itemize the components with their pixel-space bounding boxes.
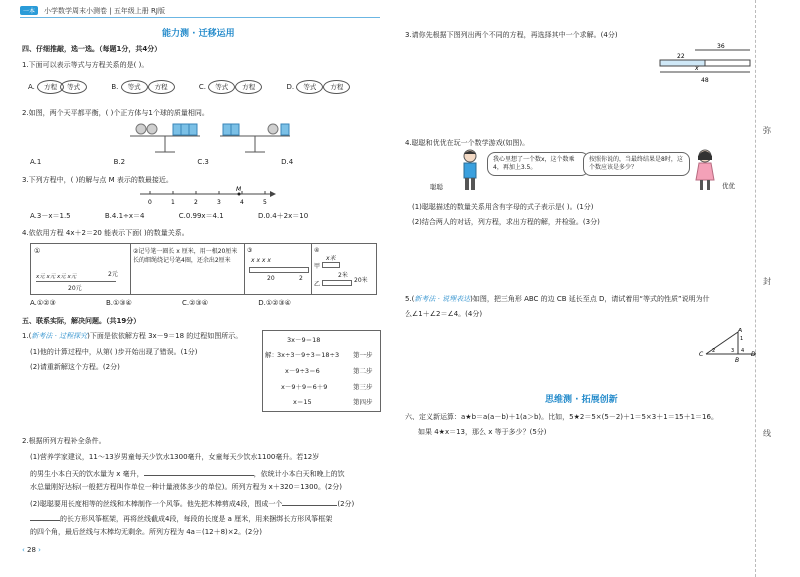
cell3-20: 20 [267,275,275,282]
step-0: 3x－9＝18 [287,336,321,344]
cell4-bar2 [322,280,352,286]
step-4-label: 第四步 [353,398,373,406]
steps-box [262,330,381,412]
m-label: M [236,186,242,193]
oval-a2: 等式 [60,80,87,94]
q4-cell-2: ②记号笔一圈长 x 厘米，用一根20厘米长的细绳绕记号笔4圈，还余出2厘米 [133,248,238,264]
cell4-bar1 [322,262,340,268]
q4-opt-c[interactable]: C.②③④ [182,299,208,307]
q2-p2c: 的四个角，最后丝线与木棒均无剩余。所列方程为 4a＝(12＋8)×2。(2分) [30,528,263,536]
pt-a: A [738,328,743,334]
step-2: x－9÷3＝6 [285,367,320,375]
pt-d: D [751,351,756,358]
q2-p2b: 的长方形风筝框架，再将丝线截成4段，每段的长度是 a 厘米，用来捆绑长方形风筝框架 [30,512,332,524]
cell1-x: x元 x元 x元 x元 [36,274,77,280]
q2-opt-c[interactable]: C.3 [197,158,209,166]
cell4-jia: 甲 [314,263,321,270]
sec5-q4-a: (1)聪聪描述的数量关系用含有字母的式子表示是( )。(1分) [412,203,594,211]
speech-bubble-2: 按照你说的，当最终结果是8时，这个数应该是多少？ [583,152,690,176]
ang-1: 1 [740,336,744,342]
sec5-q5-text-a: 如图，把三角形 ABC 的边 CB 延长至点 D，请试着用“等式的性质”说明为什 [472,295,710,303]
q3-opt-d[interactable]: D.0.4＋2x＝10 [257,212,309,220]
cell3-2: 2 [299,275,303,282]
sec6-line2: 如果 4★x＝13，那么 x 等于多少？(5分) [418,428,547,436]
balance-illustration [125,118,295,158]
q4-divider-2 [244,244,245,294]
sec5-q1-tag: 新考法 · 过程探究 [31,332,88,340]
ang-2: 2 [712,348,716,354]
brand-tag: 一本 [20,6,38,15]
boy-name: 聪聪 [430,183,443,191]
cell4-20: 20米 [354,277,368,284]
pt-b: B [735,357,740,364]
q2-opt-b[interactable]: B.2 [113,158,126,166]
rail-char-1: 弥 [763,126,771,135]
oval-d2: 方程 [323,80,350,94]
pt-c: C [699,351,704,358]
sec4-q3: 3.下列方程中，( )的解与点 M 表示的数最接近。 [22,176,173,184]
sec4-q1: 1.下面可以表示等式与方程关系的是( )。 [22,61,149,69]
q4-divider-3 [311,244,312,294]
triangle-figure [698,328,758,364]
header-title-text: 小学数学周末小测卷 [44,7,107,15]
q2-blank-3[interactable] [30,512,60,521]
cell4-2: 2米 [338,272,348,279]
girl-figure [690,148,720,193]
q1-opt-d[interactable]: D. 等式 方程 [286,83,350,91]
q2-blank-1[interactable] [144,467,254,476]
sec4-q4: 4.依依用方程 4x＋2＝20 能表示下面( )的数量关系。 [22,229,189,237]
sec5-title: 五、联系实际，解决问题。（共19分） [22,317,141,325]
step-1: 3x÷3－9÷3＝18÷3 [277,351,340,359]
q4-opt-b[interactable]: B.①③④ [105,299,132,307]
ang-4: 4 [741,348,745,354]
cell3-xs: x x x x [251,257,271,264]
tick-3: 3 [217,199,221,206]
tick-1: 1 [171,199,175,206]
sec5-q5-b: 么∠1＋∠2＝∠4。(4分) [405,310,483,318]
segment-diagram [655,40,755,88]
q1-opt-c[interactable]: C. 等式 方程 [199,83,262,91]
sec4-q2-options [30,157,293,167]
q4-opt-a[interactable]: A.①②③ [30,299,56,307]
cell4-x: x米 [326,255,336,262]
q2-blank-2[interactable] [282,497,337,506]
oval-b2: 方程 [148,80,175,94]
cell1-bracket [36,281,116,282]
step-3-label: 第三步 [353,383,373,391]
q2-p2a: (2)聪聪要用长度相等的丝线和木棒制作一个风筝。他先把木棒剪成4段，围成一个 (2分) [30,497,354,509]
step-3: x－9＋9＝6＋9 [281,383,328,391]
cell1-mark: ① [34,247,41,255]
header-title: 小学数学周末小测卷 | 五年级上册 RJ版 [44,7,165,15]
q4-figure-box [30,243,377,295]
q1-opt-b[interactable]: B. 等式 方程 [111,83,174,91]
seg-36: 36 [717,43,725,50]
header-grade: 五年级上册 RJ版 [113,7,165,15]
cell4-yi: 乙 [314,281,321,288]
sec5-q3: 3.请你先根据下图列出两个不同的方程，再选择其中一个求解。(4分) [405,31,618,39]
sec5-q4-b: (2)结合两人的对话，列方程，求出方程的解，并检验。(3分) [412,218,600,226]
cell1-price: 20元 [68,285,82,292]
oval-b1: 等式 [121,80,148,94]
oval-c1: 等式 [208,80,235,94]
q1-opt-a[interactable]: A. 方程 等式 [28,83,87,91]
q4-cell-3 [247,247,309,291]
girl-name: 优优 [722,182,735,190]
sec5-q4: 4.聪聪和优优在玩一个数学游戏(如图)。 [405,139,530,147]
boy-figure [455,148,485,193]
tick-2: 2 [194,199,198,206]
q2-p1a: (1)营养学家建议，11～13岁男童每天少饮水1300毫升，女童每天少饮水1100毫升。若12岁 [30,453,320,461]
sec4-q4-options [30,298,291,308]
q4-opt-d[interactable]: D.①②③④ [258,299,291,307]
cell3-mark: ③ [247,247,253,254]
sec5-q1-b: (2)请重新解这个方程。(2分) [30,363,120,371]
q4-cell-1 [34,247,126,291]
speech-bubble-1: 我心里想了一个数x，这个数乘4，再加上3.5。 [487,152,589,176]
q3-opt-a[interactable]: A.3－x＝1.5 [30,212,71,220]
ang-3: 3 [731,348,735,354]
rail-char-3: 线 [763,429,771,438]
band-thinking: 思维测 · 拓展创新 [545,395,618,405]
page-number: ‹ 28 › [22,546,41,554]
sec5-q1-a: (1)他的计算过程中，从第( )步开始出现了错误。(1分) [30,348,198,356]
cell4-mark: ④ [314,247,320,254]
cell3-bar [249,267,309,273]
seg-x: x [695,65,699,72]
oval-c2: 方程 [235,80,262,94]
q4-cell-4 [314,247,374,291]
q3-opt-b[interactable]: B.4.1÷x＝4 [104,212,145,220]
q2-opt-a[interactable]: A.1 [30,158,42,166]
step-prefix: 解： [265,351,278,359]
header-line [20,17,380,18]
band-ability: 能力测 · 迁移运用 [162,29,235,39]
seg-22: 22 [677,53,685,60]
cell1-unit: 2元 [108,271,118,278]
step-1-label: 第一步 [353,351,373,359]
sec5-q1: 1.(新考法 · 过程探究)下面是依依解方程 3x－9＝18 的过程如图所示。 [22,332,243,340]
tick-4: 4 [240,199,244,206]
step-2-label: 第二步 [353,367,373,375]
oval-d1: 等式 [296,80,323,94]
sec5-q5: 5.(新考法 · 说理表达)如图，把三角形 ABC 的边 CB 延长至点 D，请试着用“等式的性质”说明为什 [405,295,710,303]
q3-opt-c[interactable]: C.0.99x＝4.1 [178,212,224,220]
sec4-title: 四、仔细推敲，选一选。（每题1分，共4分） [22,45,162,53]
oval-a1: 方程 [37,80,64,94]
sec5-q1-text: 下面是依依解方程 3x－9＝18 的过程如图所示。 [89,332,243,340]
sec4-q1-options [28,80,350,94]
seg-48: 48 [701,77,709,84]
q2-opt-d[interactable]: D.4 [281,158,294,166]
tick-0: 0 [148,199,152,206]
tick-5: 5 [263,199,267,206]
sec5-q2: 2.根据所列方程补全条件。 [22,437,106,445]
sec6-title: 六、定义新运算：a★b＝a(a－b)＋1(a＞b)。比如，5★2＝5×(5－2)＋1＝5×3＋1＝15＋1＝16。 [405,413,718,421]
step-4: x＝15 [293,398,312,406]
sec4-q2: 2.如图，两个天平都平衡，( )个正方体与1个球的质量相同。 [22,109,209,117]
rail-char-2: 封 [763,277,771,286]
binding-rail [755,0,800,577]
q4-divider-1 [130,244,131,294]
q2-p1c: 水总量刚好达标(一般把方程叫作单位一种计量液体多少的单位)。所列方程为 x＋320＝1300。(2分) [30,483,342,491]
sec5-q5-tag: 新考法 · 说理表达 [414,295,471,303]
q2-p1b: 的男生小本白天的饮水量为 x 毫升， ，依统计小本白天和晚上的饮 [30,467,345,479]
number-line [140,186,280,208]
sec4-q3-options [30,211,308,221]
